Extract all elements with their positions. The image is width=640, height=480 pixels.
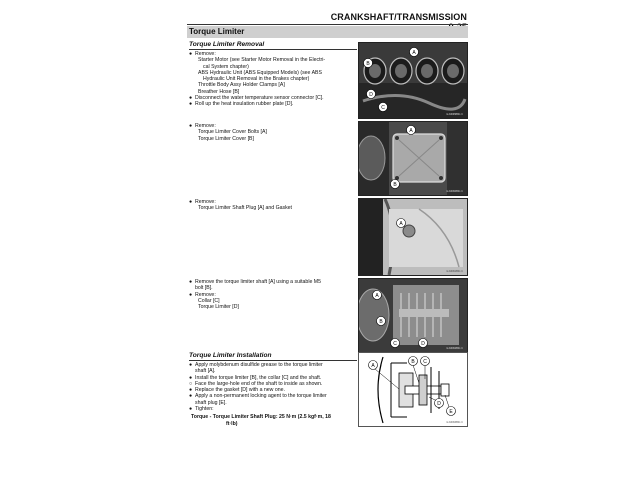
removal-item: bolt [B]. <box>195 285 213 292</box>
bullet-icon: ● <box>189 291 193 298</box>
install-step-grease: ● Apply molybdenum disulfide grease to the torque limiter <box>189 362 323 368</box>
bullet-icon: ● <box>189 387 193 394</box>
fig5-label-c: C <box>423 358 427 365</box>
section-title: Torque Limiter <box>189 27 245 36</box>
torque-spec-cont: ft·lb) <box>226 420 238 427</box>
removal-step-remove-cover: ● Remove: <box>189 123 216 129</box>
installation-title: Torque Limiter Installation <box>189 352 272 359</box>
removal-step-disconnect: ● Disconnect the water temperature sensor connector [C]. <box>189 95 324 102</box>
removal-block-2 <box>189 123 357 142</box>
figure-3-art <box>359 199 467 275</box>
fig5-label-e: E <box>449 408 453 415</box>
removal-item: Throttle Body Assy Holder Clamps [A] <box>198 82 285 89</box>
page-header: CRANKSHAFT/TRANSMISSION <box>330 12 467 22</box>
removal-step-remove-limiter: ● Remove: <box>189 291 216 298</box>
bullet-icon: ● <box>189 362 193 368</box>
bullet-icon: ● <box>189 123 193 129</box>
bullet-icon: ● <box>189 279 193 285</box>
install-step-install: ● Install the torque limiter [B], the collar [C] and the shaft. <box>189 374 322 381</box>
figure-shaft-plug <box>358 198 468 276</box>
figure-throttle-body <box>358 42 468 119</box>
bullet-icon: ● <box>189 393 193 400</box>
fig4-code: GJ16092BS1 C <box>446 347 463 350</box>
removal-title-rule <box>189 49 357 50</box>
figure-1-art <box>359 43 467 118</box>
fig4-label-d: D <box>421 340 425 347</box>
torque-spec: Torque - Torque Limiter Shaft Plug: 25 N·m (2.5 kgf·m, 18 <box>191 414 331 421</box>
fig1-label-d: D <box>369 91 373 98</box>
removal-title: Torque Limiter Removal <box>189 41 265 48</box>
figure-5-art <box>359 353 467 426</box>
fig5-label-b: B <box>411 358 415 365</box>
removal-item: Torque Limiter Cover [B] <box>198 135 254 142</box>
install-step-face: ○ Face the large-hole end of the shaft to inside as shown. <box>189 380 323 387</box>
removal-step-remove: ● Remove: <box>189 51 216 57</box>
removal-item: Breather Hose [B] <box>198 88 240 95</box>
removal-item: Torque Limiter Cover Bolts [A] <box>198 129 267 136</box>
fig4-label-c: C <box>393 340 397 347</box>
bullet-icon: ● <box>189 51 193 57</box>
fig5-label-d: D <box>437 400 441 407</box>
bullet-icon: ● <box>189 374 193 381</box>
fig1-code: GJ16089BS1 C <box>446 113 463 116</box>
bullet-icon: ● <box>189 199 193 205</box>
header-rule <box>187 24 468 25</box>
removal-item: Torque Limiter Shaft Plug [A] and Gasket <box>198 205 292 212</box>
removal-item: Hydraulic Unit Removal in the Brakes chapter) <box>203 76 310 83</box>
install-step-locking-agent: ● Apply a non-permanent locking agent to the torque limiter <box>189 393 327 400</box>
circle-icon: ○ <box>189 380 193 387</box>
fig1-label-a: A <box>412 49 416 56</box>
removal-item: ABS Hydraulic Unit (ABS Equipped Models) (see ABS <box>198 69 322 76</box>
install-step-tighten: ● Tighten: <box>189 406 214 413</box>
installation-title-rule <box>189 360 357 361</box>
removal-item: Starter Motor (see Starter Motor Removal in the Electri- <box>198 57 326 64</box>
fig5-label-a: A <box>371 362 375 369</box>
figure-installation-diagram <box>358 352 468 427</box>
removal-block-4 <box>189 279 357 310</box>
removal-block-1 <box>189 41 357 108</box>
fig5-code: GJ16093BS1 C <box>446 421 463 424</box>
installation-block <box>189 352 359 427</box>
removal-item: Collar [C] <box>198 297 220 304</box>
fig1-label-b: B <box>366 60 370 67</box>
fig3-code: GJ16091BS1 C <box>446 270 463 273</box>
removal-step-remove-shaft: ● Remove the torque limiter shaft [A] using a suitable M5 <box>189 279 322 285</box>
removal-item: Torque Limiter [D] <box>198 304 239 311</box>
figure-4-art <box>359 279 467 352</box>
removal-block-3 <box>189 199 357 212</box>
figure-shaft-removal <box>358 278 468 353</box>
fig2-label-b: B <box>393 181 397 188</box>
install-item: shaft [A]. <box>195 368 216 375</box>
fig4-label-a: A <box>375 292 379 299</box>
fig1-label-c: C <box>381 104 385 111</box>
figure-2-art <box>359 122 467 195</box>
bullet-icon: ● <box>189 95 193 102</box>
bullet-icon: ● <box>189 101 193 108</box>
fig2-label-a: A <box>409 127 413 134</box>
removal-step-remove-plug: ● Remove: <box>189 199 216 205</box>
fig2-code: GJ16090BS1 C <box>446 190 463 193</box>
removal-step-roll-up: ● Roll up the heat insulation rubber plate [D]. <box>189 101 294 108</box>
install-item: shaft plug [E]. <box>195 399 227 406</box>
fig3-label-a: A <box>399 220 403 227</box>
figure-limiter-cover <box>358 121 468 196</box>
bullet-icon: ● <box>189 406 193 413</box>
fig4-label-b: B <box>379 318 383 325</box>
install-step-gasket: ● Replace the gasket [D] with a new one. <box>189 387 285 394</box>
removal-item: cal System chapter) <box>203 63 249 70</box>
